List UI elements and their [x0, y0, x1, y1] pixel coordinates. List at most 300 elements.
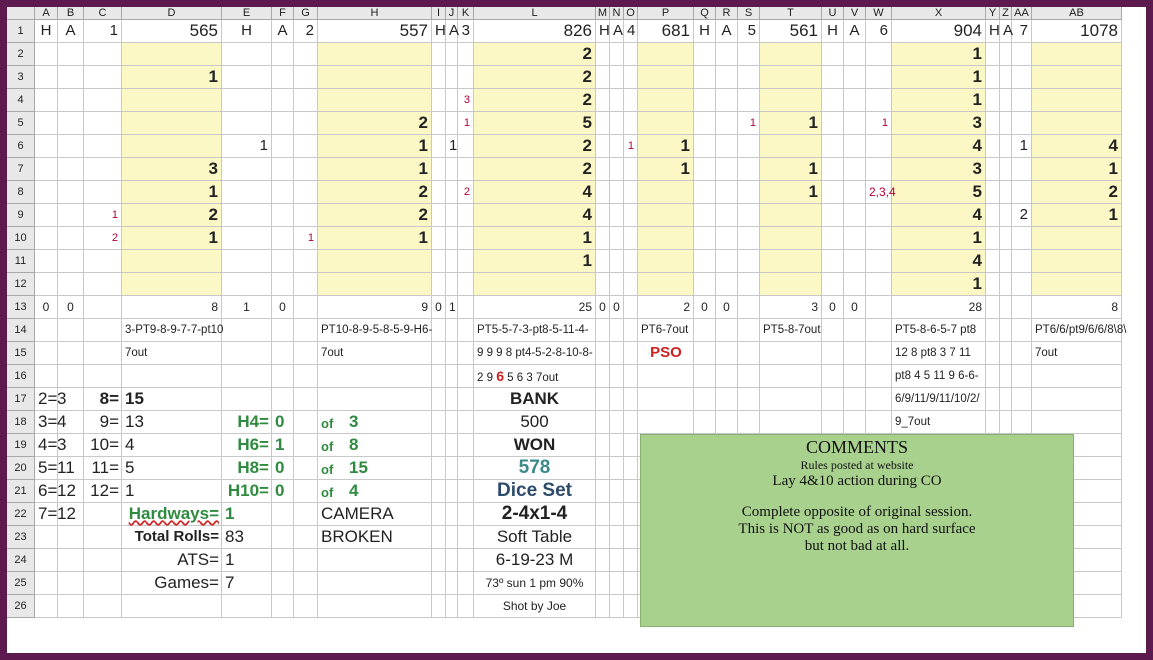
grid-cell[interactable]: [694, 250, 716, 273]
grid-cell[interactable]: [822, 319, 844, 342]
cell-D18[interactable]: 13: [125, 412, 144, 431]
grid-cell[interactable]: [596, 273, 610, 296]
grid-cell[interactable]: [1012, 411, 1032, 434]
grid-cell[interactable]: [1012, 273, 1032, 296]
column-header-B[interactable]: B: [58, 7, 84, 20]
grid-cell[interactable]: [1000, 66, 1012, 89]
cell-D9[interactable]: 2: [122, 204, 222, 227]
column-header-L[interactable]: L: [474, 7, 596, 20]
cell-AB9[interactable]: 1: [1032, 204, 1122, 227]
grid-cell[interactable]: [610, 250, 624, 273]
cell-L19[interactable]: WON: [474, 434, 596, 457]
grid-cell[interactable]: [638, 411, 694, 434]
grid-cell[interactable]: [866, 388, 892, 411]
grid-cell[interactable]: [84, 365, 122, 388]
grid-cell[interactable]: [122, 250, 222, 273]
grid-cell[interactable]: [84, 526, 122, 549]
row-header-21[interactable]: 21: [7, 480, 35, 503]
grid-cell[interactable]: [1000, 227, 1012, 250]
grid-cell[interactable]: [986, 66, 1000, 89]
grid-cell[interactable]: [84, 273, 122, 296]
grid-cell[interactable]: [822, 250, 844, 273]
grid-cell[interactable]: [844, 342, 866, 365]
cell-AB8[interactable]: 2: [1032, 181, 1122, 204]
row-header-7[interactable]: 7: [7, 158, 35, 181]
grid-cell[interactable]: [294, 319, 318, 342]
row-header-17[interactable]: 17: [7, 388, 35, 411]
grid-cell[interactable]: [432, 181, 446, 204]
grid-cell[interactable]: [822, 89, 844, 112]
cell-H13[interactable]: 9: [318, 296, 432, 319]
grid-cell[interactable]: [694, 89, 716, 112]
grid-cell[interactable]: [432, 411, 446, 434]
cell-H18[interactable]: of: [321, 416, 334, 431]
cell-L2[interactable]: 2: [474, 43, 596, 66]
grid-cell[interactable]: [84, 66, 122, 89]
grid-cell[interactable]: [222, 342, 272, 365]
cell-U13[interactable]: 0: [822, 296, 844, 319]
grid-cell[interactable]: [738, 227, 760, 250]
grid-cell[interactable]: [1000, 296, 1012, 319]
grid-cell[interactable]: [738, 181, 760, 204]
grid-cell[interactable]: [866, 158, 892, 181]
grid-cell[interactable]: [222, 388, 272, 411]
cell-AB15[interactable]: 7out: [1035, 347, 1058, 359]
grid-cell[interactable]: [294, 526, 318, 549]
grid-cell[interactable]: [446, 204, 458, 227]
grid-cell[interactable]: [458, 411, 474, 434]
column-header-H[interactable]: H: [318, 7, 432, 20]
grid-cell[interactable]: [1000, 411, 1012, 434]
grid-cell[interactable]: [432, 342, 446, 365]
cell-L24[interactable]: 6-19-23 M: [474, 549, 596, 572]
cell-X6[interactable]: 4: [892, 135, 986, 158]
grid-cell[interactable]: [294, 158, 318, 181]
grid-cell[interactable]: [446, 319, 458, 342]
column-header-Y[interactable]: Y: [986, 7, 1000, 20]
grid-cell[interactable]: [1000, 273, 1012, 296]
grid-cell[interactable]: [432, 549, 446, 572]
cell-AA6[interactable]: 1: [1012, 135, 1032, 158]
grid-cell[interactable]: [716, 181, 738, 204]
cell-D10[interactable]: 1: [122, 227, 222, 250]
cell-K5[interactable]: 1: [458, 112, 474, 135]
grid-cell[interactable]: [272, 204, 294, 227]
grid-cell[interactable]: [222, 66, 272, 89]
cell-F13[interactable]: 0: [272, 296, 294, 319]
column-header-K[interactable]: K: [458, 7, 474, 20]
grid-cell[interactable]: [866, 319, 892, 342]
grid-cell[interactable]: [1032, 388, 1122, 411]
grid-cell[interactable]: [458, 204, 474, 227]
grid-cell[interactable]: [318, 89, 432, 112]
cell-R13[interactable]: 0: [716, 296, 738, 319]
column-header-O[interactable]: O: [624, 7, 638, 20]
cell-X7[interactable]: 3: [892, 158, 986, 181]
row-header-20[interactable]: 20: [7, 457, 35, 480]
grid-cell[interactable]: [624, 319, 638, 342]
grid-cell[interactable]: [432, 158, 446, 181]
grid-cell[interactable]: [694, 135, 716, 158]
grid-cell[interactable]: [294, 135, 318, 158]
grid-cell[interactable]: [716, 204, 738, 227]
grid-cell[interactable]: [1000, 342, 1012, 365]
grid-cell[interactable]: [986, 342, 1000, 365]
grid-cell[interactable]: [446, 572, 458, 595]
grid-cell[interactable]: [1032, 250, 1122, 273]
grid-cell[interactable]: [694, 342, 716, 365]
grid-cell[interactable]: [35, 158, 58, 181]
grid-cell[interactable]: [716, 158, 738, 181]
grid-cell[interactable]: [222, 227, 272, 250]
grid-cell[interactable]: [35, 89, 58, 112]
grid-cell[interactable]: [866, 204, 892, 227]
cell-L15[interactable]: 9 9 9 8 pt4-5-2-8-10-8-: [477, 347, 593, 359]
grid-cell[interactable]: [738, 204, 760, 227]
grid-cell[interactable]: [1012, 158, 1032, 181]
grid-cell[interactable]: [610, 572, 624, 595]
grid-cell[interactable]: [1012, 181, 1032, 204]
column-header-Z[interactable]: Z: [1000, 7, 1012, 20]
column-header-T[interactable]: T: [760, 7, 822, 20]
grid-cell[interactable]: [58, 342, 84, 365]
grid-cell[interactable]: [35, 342, 58, 365]
cell-D24[interactable]: ATS=: [177, 550, 219, 569]
cell-H15[interactable]: 7out: [321, 347, 344, 359]
cell-L4[interactable]: 2: [474, 89, 596, 112]
grid-cell[interactable]: [610, 457, 624, 480]
grid-cell[interactable]: [1032, 112, 1122, 135]
grid-cell[interactable]: [272, 503, 294, 526]
grid-cell[interactable]: [596, 388, 610, 411]
grid-cell[interactable]: [760, 411, 822, 434]
column-header-J[interactable]: J: [446, 7, 458, 20]
cell-C10[interactable]: 2: [84, 227, 122, 250]
cell-C17[interactable]: 8=: [99, 389, 119, 408]
grid-cell[interactable]: [866, 365, 892, 388]
grid-cell[interactable]: [716, 388, 738, 411]
column-header-P[interactable]: P: [638, 7, 694, 20]
grid-cell[interactable]: [596, 66, 610, 89]
cell-T8[interactable]: 1: [760, 181, 822, 204]
grid-cell[interactable]: [596, 89, 610, 112]
grid-cell[interactable]: [866, 135, 892, 158]
grid-cell[interactable]: [294, 503, 318, 526]
cell-H14[interactable]: PT10-8-9-5-8-5-9-H6-: [321, 324, 433, 336]
grid-cell[interactable]: [432, 204, 446, 227]
grid-cell[interactable]: [624, 526, 638, 549]
cell-A17[interactable]: 2=: [38, 389, 58, 408]
cell-L13[interactable]: 25: [474, 296, 596, 319]
grid-cell[interactable]: [222, 112, 272, 135]
cell-P14[interactable]: PT6-7out: [641, 324, 689, 336]
grid-cell[interactable]: [694, 227, 716, 250]
row-header-11[interactable]: 11: [7, 250, 35, 273]
grid-cell[interactable]: [716, 319, 738, 342]
grid-cell[interactable]: [866, 89, 892, 112]
cell-P7[interactable]: 1: [638, 158, 694, 181]
grid-cell[interactable]: [58, 273, 84, 296]
row-header-22[interactable]: 22: [7, 503, 35, 526]
cell-H21[interactable]: of: [321, 485, 334, 500]
row-header-1[interactable]: 1: [7, 20, 35, 43]
grid-cell[interactable]: [596, 342, 610, 365]
grid-cell[interactable]: [844, 388, 866, 411]
grid-cell[interactable]: [432, 250, 446, 273]
grid-cell[interactable]: [1012, 43, 1032, 66]
grid-cell[interactable]: [446, 595, 458, 618]
grid-cell[interactable]: [272, 319, 294, 342]
row-header-18[interactable]: 18: [7, 411, 35, 434]
grid-cell[interactable]: [35, 204, 58, 227]
grid-cell[interactable]: [58, 595, 84, 618]
grid-cell[interactable]: [84, 595, 122, 618]
cell-H8[interactable]: 2: [318, 181, 432, 204]
cell-B18[interactable]: 4: [57, 412, 67, 431]
cell-H19[interactable]: 8: [349, 435, 359, 454]
cell-H1[interactable]: 557: [318, 20, 432, 43]
cell-H6[interactable]: 1: [318, 135, 432, 158]
grid-cell[interactable]: [432, 595, 446, 618]
grid-cell[interactable]: [610, 204, 624, 227]
grid-cell[interactable]: [638, 66, 694, 89]
grid-cell[interactable]: [432, 43, 446, 66]
grid-cell[interactable]: [294, 112, 318, 135]
grid-cell[interactable]: [432, 112, 446, 135]
corner-select-all[interactable]: [7, 7, 35, 20]
column-header-AB[interactable]: AB: [1032, 7, 1122, 20]
cell-L23[interactable]: Soft Table: [474, 526, 596, 549]
cell-Q13[interactable]: 0: [694, 296, 716, 319]
grid-cell[interactable]: [986, 411, 1000, 434]
grid-cell[interactable]: [446, 526, 458, 549]
grid-cell[interactable]: [822, 342, 844, 365]
grid-cell[interactable]: [318, 66, 432, 89]
grid-cell[interactable]: [822, 112, 844, 135]
grid-cell[interactable]: [294, 273, 318, 296]
grid-cell[interactable]: [716, 112, 738, 135]
grid-cell[interactable]: [716, 250, 738, 273]
row-header-8[interactable]: 8: [7, 181, 35, 204]
row-header-16[interactable]: 16: [7, 365, 35, 388]
grid-cell[interactable]: [432, 457, 446, 480]
grid-cell[interactable]: [294, 549, 318, 572]
grid-cell[interactable]: [610, 273, 624, 296]
grid-cell[interactable]: [58, 365, 84, 388]
grid-cell[interactable]: [222, 273, 272, 296]
cell-L25[interactable]: 73º sun 1 pm 90%: [474, 572, 596, 595]
grid-cell[interactable]: [624, 296, 638, 319]
grid-cell[interactable]: [694, 158, 716, 181]
grid-cell[interactable]: [1000, 319, 1012, 342]
grid-cell[interactable]: [222, 181, 272, 204]
grid-cell[interactable]: [1000, 181, 1012, 204]
cell-M1[interactable]: H: [596, 20, 610, 43]
grid-cell[interactable]: [458, 319, 474, 342]
grid-cell[interactable]: [458, 480, 474, 503]
grid-cell[interactable]: [638, 89, 694, 112]
cell-D3[interactable]: 1: [122, 66, 222, 89]
column-header-D[interactable]: D: [122, 7, 222, 20]
cell-X5[interactable]: 3: [892, 112, 986, 135]
grid-cell[interactable]: [35, 319, 58, 342]
grid-cell[interactable]: [318, 595, 432, 618]
grid-cell[interactable]: [272, 66, 294, 89]
grid-cell[interactable]: [58, 549, 84, 572]
grid-cell[interactable]: [294, 296, 318, 319]
grid-cell[interactable]: [458, 158, 474, 181]
grid-cell[interactable]: [446, 411, 458, 434]
cell-H19[interactable]: of: [321, 439, 334, 454]
cell-X14[interactable]: PT5-8-6-5-7 pt8: [895, 324, 977, 336]
cell-A20[interactable]: 5=: [38, 458, 58, 477]
cell-X9[interactable]: 4: [892, 204, 986, 227]
grid-cell[interactable]: [610, 365, 624, 388]
cell-D15[interactable]: 7out: [125, 347, 148, 359]
grid-cell[interactable]: [624, 365, 638, 388]
row-header-10[interactable]: 10: [7, 227, 35, 250]
cell-H20[interactable]: of: [321, 462, 334, 477]
grid-cell[interactable]: [638, 112, 694, 135]
grid-cell[interactable]: [844, 89, 866, 112]
cell-L6[interactable]: 2: [474, 135, 596, 158]
grid-cell[interactable]: [596, 135, 610, 158]
grid-cell[interactable]: [1000, 43, 1012, 66]
grid-cell[interactable]: [458, 296, 474, 319]
grid-cell[interactable]: [272, 595, 294, 618]
cell-W8[interactable]: 2,3,4: [866, 181, 892, 204]
grid-cell[interactable]: [986, 135, 1000, 158]
cell-F18[interactable]: 0: [275, 412, 285, 431]
grid-cell[interactable]: [822, 273, 844, 296]
column-header-R[interactable]: R: [716, 7, 738, 20]
cell-E18[interactable]: H4=: [237, 412, 269, 431]
cell-G10[interactable]: 1: [294, 227, 318, 250]
cell-AB14[interactable]: PT6/6/pt9/6/6/8\8\: [1035, 324, 1127, 336]
grid-cell[interactable]: [760, 273, 822, 296]
cell-AB13[interactable]: 8: [1032, 296, 1122, 319]
grid-cell[interactable]: [122, 135, 222, 158]
grid-cell[interactable]: [844, 66, 866, 89]
grid-cell[interactable]: [624, 457, 638, 480]
cell-L11[interactable]: 1: [474, 250, 596, 273]
grid-cell[interactable]: [844, 158, 866, 181]
cell-I13[interactable]: 0: [432, 296, 446, 319]
cell-O6[interactable]: 1: [624, 135, 638, 158]
grid-cell[interactable]: [272, 227, 294, 250]
cell-E20[interactable]: H8=: [237, 458, 269, 477]
cell-X3[interactable]: 1: [892, 66, 986, 89]
cell-D25[interactable]: Games=: [154, 573, 219, 592]
grid-cell[interactable]: [638, 227, 694, 250]
cell-E22[interactable]: 1: [225, 504, 235, 523]
grid-cell[interactable]: [760, 89, 822, 112]
column-header-A[interactable]: A: [35, 7, 58, 20]
row-header-5[interactable]: 5: [7, 112, 35, 135]
grid-cell[interactable]: [446, 365, 458, 388]
cell-L16[interactable]: [474, 365, 596, 388]
grid-cell[interactable]: [596, 319, 610, 342]
grid-cell[interactable]: [624, 549, 638, 572]
grid-cell[interactable]: [458, 434, 474, 457]
cell-A18[interactable]: 3=: [38, 412, 58, 431]
grid-cell[interactable]: [58, 227, 84, 250]
grid-cell[interactable]: [84, 43, 122, 66]
grid-cell[interactable]: [694, 273, 716, 296]
grid-cell[interactable]: [272, 43, 294, 66]
cell-D14[interactable]: 3-PT9-8-9-7-7-pt10: [125, 324, 224, 336]
grid-cell[interactable]: [84, 181, 122, 204]
grid-cell[interactable]: [446, 66, 458, 89]
grid-cell[interactable]: [610, 66, 624, 89]
cell-D1[interactable]: 565: [122, 20, 222, 43]
cell-U1[interactable]: H: [822, 20, 844, 43]
grid-cell[interactable]: [624, 227, 638, 250]
grid-cell[interactable]: [1012, 388, 1032, 411]
cell-Y1[interactable]: H: [986, 20, 1000, 43]
grid-cell[interactable]: [84, 572, 122, 595]
grid-cell[interactable]: [458, 227, 474, 250]
grid-cell[interactable]: [596, 181, 610, 204]
grid-cell[interactable]: [294, 250, 318, 273]
grid-cell[interactable]: [624, 480, 638, 503]
grid-cell[interactable]: [122, 595, 222, 618]
grid-cell[interactable]: [694, 66, 716, 89]
grid-cell[interactable]: [446, 503, 458, 526]
grid-cell[interactable]: [1012, 227, 1032, 250]
grid-cell[interactable]: [1000, 204, 1012, 227]
cell-AB1[interactable]: 1078: [1032, 20, 1122, 43]
grid-cell[interactable]: [624, 181, 638, 204]
grid-cell[interactable]: [1000, 112, 1012, 135]
grid-cell[interactable]: [760, 43, 822, 66]
grid-cell[interactable]: [1032, 365, 1122, 388]
cell-B19[interactable]: 3: [57, 435, 67, 454]
grid-cell[interactable]: [446, 549, 458, 572]
cell-B20[interactable]: 11: [57, 458, 75, 477]
grid-cell[interactable]: [446, 158, 458, 181]
cell-I1[interactable]: H: [432, 20, 446, 43]
grid-cell[interactable]: [638, 388, 694, 411]
row-header-24[interactable]: 24: [7, 549, 35, 572]
grid-cell[interactable]: [58, 204, 84, 227]
grid-cell[interactable]: [458, 388, 474, 411]
grid-cell[interactable]: [844, 365, 866, 388]
cell-A1[interactable]: H: [35, 20, 58, 43]
grid-cell[interactable]: [760, 227, 822, 250]
grid-cell[interactable]: [84, 158, 122, 181]
cell-D23[interactable]: Total Rolls=: [134, 528, 219, 545]
grid-cell[interactable]: [596, 158, 610, 181]
grid-cell[interactable]: [1012, 89, 1032, 112]
grid-cell[interactable]: [272, 250, 294, 273]
grid-cell[interactable]: [610, 227, 624, 250]
cell-H21[interactable]: 4: [349, 481, 359, 500]
grid-cell[interactable]: [844, 227, 866, 250]
grid-cell[interactable]: [638, 250, 694, 273]
grid-cell[interactable]: [624, 503, 638, 526]
grid-cell[interactable]: [822, 158, 844, 181]
grid-cell[interactable]: [716, 89, 738, 112]
cell-O1[interactable]: 4: [624, 20, 638, 43]
cell-S5[interactable]: 1: [738, 112, 760, 135]
grid-cell[interactable]: [986, 319, 1000, 342]
grid-cell[interactable]: [446, 112, 458, 135]
grid-cell[interactable]: [822, 388, 844, 411]
grid-cell[interactable]: [1000, 250, 1012, 273]
grid-cell[interactable]: [318, 572, 432, 595]
cell-W1[interactable]: 6: [866, 20, 892, 43]
